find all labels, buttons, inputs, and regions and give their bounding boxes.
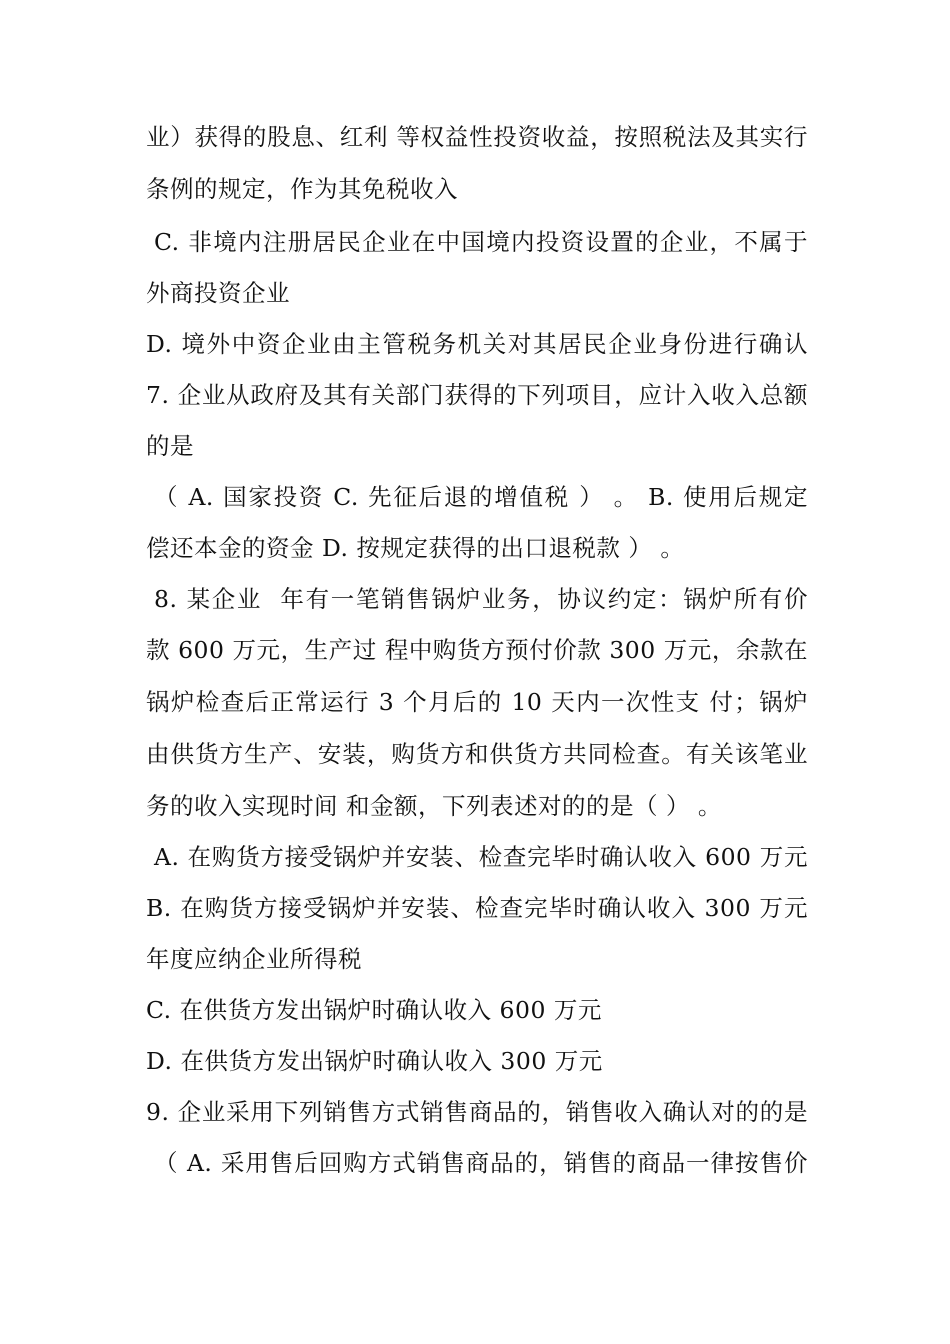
text-line: 8. 某企业 年有一笔销售锅炉业务，协议约定：锅炉所有价: [154, 585, 808, 613]
text-line: B. 在购货方接受锅炉并安装、检查完毕时确认收入 300 万元: [146, 894, 808, 922]
text-line: 条例的规定，作为其免税收入: [146, 175, 458, 203]
text-line: 务的收入实现时间 和金额，下列表述对的的是（ ） 。: [146, 792, 722, 820]
text-line: 9. 企业采用下列销售方式销售商品的，销售收入确认对的的是: [146, 1098, 808, 1126]
text-line: A. 在购货方接受锅炉并安装、检查完毕时确认收入 600 万元: [154, 843, 808, 871]
text-line: 业）获得的股息、红利 等权益性投资收益，按照税法及其实行: [146, 123, 808, 151]
text-line: 锅炉检查后正常运行 3 个月后的 10 天内一次性支 付；锅炉: [146, 688, 808, 716]
text-line: C. 非境内注册居民企业在中国境内投资设置的企业，不属于: [154, 228, 808, 256]
text-line: 款 600 万元，生产过 程中购货方预付价款 300 万元，余款在: [146, 636, 808, 664]
text-line: C. 在供货方发出锅炉时确认收入 600 万元: [146, 996, 602, 1024]
text-line: （ A. 国家投资 C. 先征后退的增值税 ） 。 B. 使用后规定: [154, 483, 808, 511]
text-line: 7. 企业从政府及其有关部门获得的下列项目，应计入收入总额: [146, 381, 808, 409]
text-line: 年度应纳企业所得税: [146, 945, 362, 973]
text-line: 的是: [146, 432, 194, 460]
text-line: D. 在供货方发出锅炉时确认收入 300 万元: [146, 1047, 603, 1075]
text-line: 外商投资企业: [146, 279, 290, 307]
text-line: 偿还本金的资金 D. 按规定获得的出口退税款 ） 。: [146, 534, 685, 562]
text-line: （ A. 采用售后回购方式销售商品的，销售的商品一律按售价: [154, 1149, 808, 1177]
text-line: 由供货方生产、安装，购货方和供货方共同检查。有关该笔业: [146, 740, 808, 768]
text-line: D. 境外中资企业由主管税务机关对其居民企业身份进行确认: [146, 330, 808, 358]
